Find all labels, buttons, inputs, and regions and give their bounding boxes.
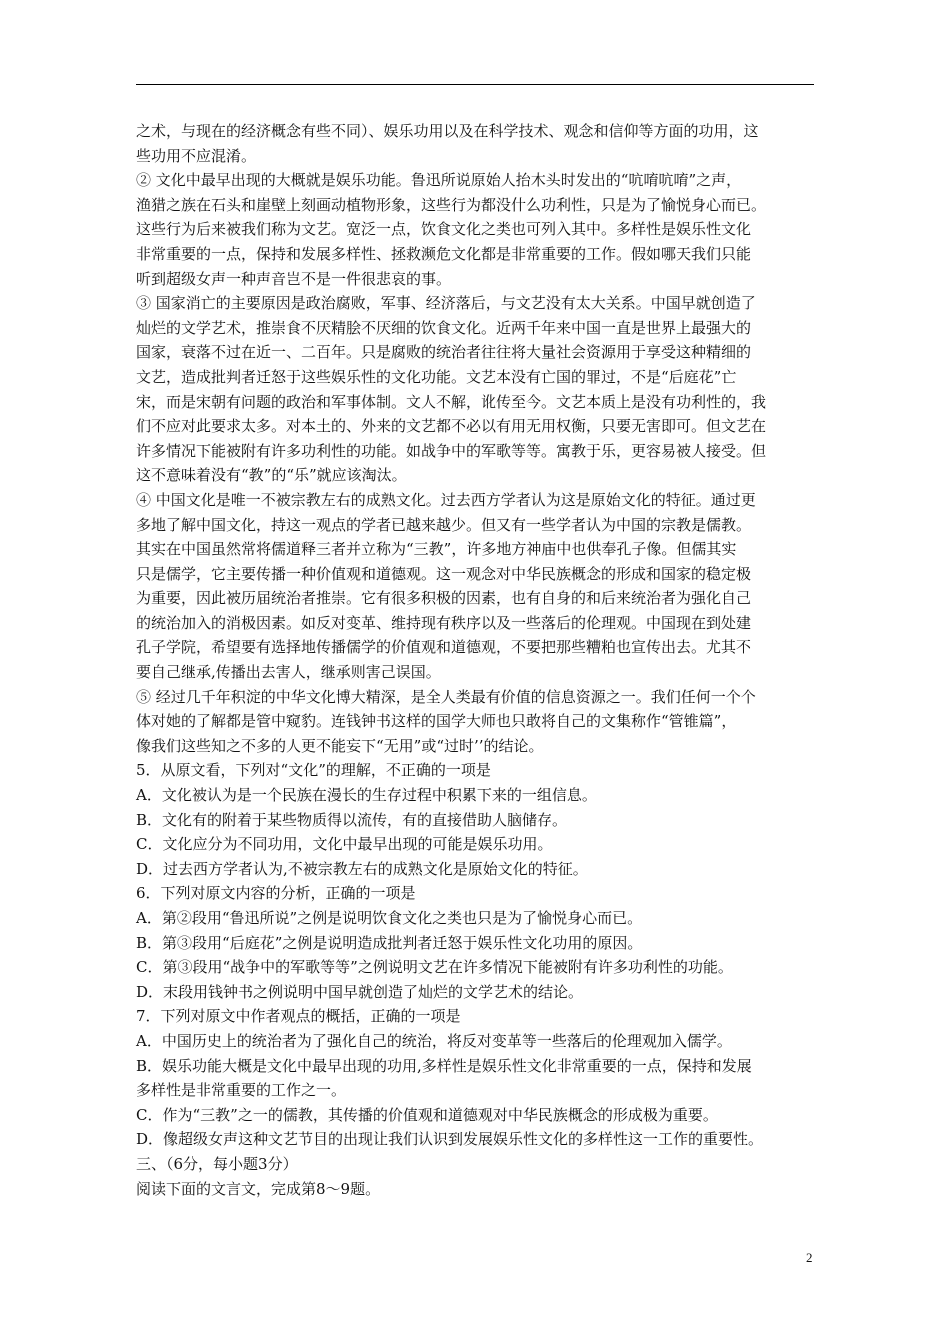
text-line: ⑤ 经过几千年积淀的中华文化博大精深，是全人类最有价值的信息资源之一。我们任何一个个	[136, 687, 756, 706]
text-line: 其实在中国虽然常将儒道释三者并立称为“三教”，许多地方神庙中也供奉孔子像。但儒其实	[136, 540, 737, 559]
text-line: 只是儒学，它主要传播一种价值观和道德观。这一观念对中华民族概念的形成和国家的稳定极	[136, 564, 752, 583]
text-line: A．第②段用“鲁迅所说”之例是说明饮食文化之类也只是为了愉悦身心而已。	[136, 909, 643, 927]
text-line: 这些行为后来被我们称为文艺。宽泛一点，饮食文化之类也可列入其中。多样性是娱乐性文化	[136, 220, 752, 239]
text-line: 渔猎之族在石头和崖壁上刻画动植物形象，这些行为都没什么功利性，只是为了愉悦身心而已。	[136, 195, 767, 214]
text-line: 听到超级女声一种声音岂不是一件很悲哀的事。	[136, 269, 452, 288]
text-line: 这不意味着没有“教”的“乐”就应该淘汰。	[136, 466, 407, 485]
text-line: C．第③段用“战争中的军歌等等”之例说明文艺在许多情况下能被附有许多功利性的功能。	[136, 958, 733, 977]
text-line: D．像超级女声这种文艺节目的出现让我们认识到发展娱乐性文化的多样性这一工作的重要性。	[136, 1130, 764, 1149]
text-line: B．文化有的附着于某些物质得以流传，有的直接借助人脑储存。	[136, 810, 568, 829]
text-line: 非常重要的一点，保持和发展多样性、拯救濒危文化都是非常重要的工作。假如哪天我们只能	[136, 244, 752, 263]
text-line: C．作为“三教”之一的儒教，其传播的价值观和道德观对中华民族概念的形成极为重要。	[136, 1105, 718, 1124]
text-line: 7．下列对原文中作者观点的概括，正确的一项是	[136, 1007, 461, 1026]
header-rule	[136, 84, 814, 85]
text-line: 的统治加入的消极因素。如反对变革、维持现有秩序以及一些落后的伦理观。中国现在到处建	[136, 613, 752, 632]
text-line: B．娱乐功能大概是文化中最早出现的功用,多样性是娱乐性文化非常重要的一点，保持和发展	[136, 1056, 752, 1075]
text-line: 许多情况下能被附有许多功利性的功能。如战争中的军歌等等。寓教于乐，更容易被人接受。但	[136, 441, 767, 460]
text-line: ② 文化中最早出现的大概就是娱乐功能。鲁迅所说原始人抬木头时发出的“吭唷吭唷”之声，	[136, 171, 742, 190]
text-line: 阅读下面的文言文，完成第8～9题。	[136, 1179, 381, 1198]
text-line: 孔子学院，希望要有选择地传播儒学的价值观和道德观，不要把那些糟粕也宣传出去。尤其不	[136, 638, 752, 657]
text-line: 5．从原文看，下列对“文化”的理解，不正确的一项是	[136, 761, 491, 780]
text-line: 像我们这些知之不多的人更不能妄下“无用”或“过时’’的结论。	[136, 736, 544, 755]
text-line: A．文化被认为是一个民族在漫长的生存过程中积累下来的一组信息。	[136, 786, 597, 805]
text-line: 多地了解中国文化，持这一观点的学者已越来越少。但又有一些学者认为中国的宗教是儒教。	[136, 515, 752, 534]
text-line: 要自己继承,传播出去害人，继承则害己误国。	[136, 663, 441, 682]
text-line: D．末段用钱钟书之例说明中国早就创造了灿烂的文学艺术的结论。	[136, 982, 584, 1001]
text-line: B．第③段用“后庭花”之例是说明造成批判者迁怒于娱乐性文化功用的原因。	[136, 933, 643, 952]
text-line: A．中国历史上的统治者为了强化自己的统治，将反对变革等一些落后的伦理观加入儒学。	[136, 1031, 732, 1050]
text-line: 文艺，造成批判者迁怒于这些娱乐性的文化功能。文艺本没有亡国的罪过，不是“后庭花”亡	[136, 367, 737, 386]
page-number: 2	[806, 1250, 813, 1265]
text-line: 国家，衰落不过在近一、二百年。只是腐败的统治者往往将大量社会资源用于享受这种精细的	[136, 343, 752, 362]
text-line: 多样性是非常重要的工作之一。	[136, 1081, 347, 1100]
text-line: D．过去西方学者认为,不被宗教左右的成熟文化是原始文化的特征。	[136, 859, 588, 878]
page-content	[136, 119, 820, 1201]
text-line: 些功用不应混淆。	[136, 146, 257, 165]
text-line: 三、（6分，每小题3分）	[136, 1154, 298, 1173]
text-line: ④ 中国文化是唯一不被宗教左右的成熟文化。过去西方学者认为这是原始文化的特征。通过更	[136, 490, 756, 509]
text-line: 们不应对此要求太多。对本土的、外来的文艺都不必以有用无用权衡，只要无害即可。但文艺在	[136, 417, 767, 436]
text-line: 之术，与现在的经济概念有些不同）、娱乐功用以及在科学技术、观念和信仰等方面的功用，这	[136, 122, 759, 140]
text-line: 为重要，因此被历届统治者推崇。它有很多积极的因素，也有自身的和后来统治者为强化自己	[136, 589, 752, 608]
text-line: ③ 国家消亡的主要原因是政治腐败，军事、经济落后，与文艺没有太大关系。中国早就创造了	[136, 294, 756, 313]
text-line: 体对她的了解都是管中窥豹。连钱钟书这样的国学大师也只敢将自己的文集称作“管锥篇”，	[136, 712, 737, 731]
text-line: C．文化应分为不同功用，文化中最早出现的可能是娱乐功用。	[136, 835, 553, 854]
text-line: 灿烂的文学艺术，推崇食不厌精脍不厌细的饮食文化。近两千年来中国一直是世界上最强大的	[136, 318, 752, 337]
text-line: 6．下列对原文内容的分析，正确的一项是	[136, 884, 416, 903]
text-line: 宋，而是宋朝有问题的政治和军事体制。文人不解，讹传至今。文艺本质上是没有功利性的，我	[136, 392, 767, 411]
